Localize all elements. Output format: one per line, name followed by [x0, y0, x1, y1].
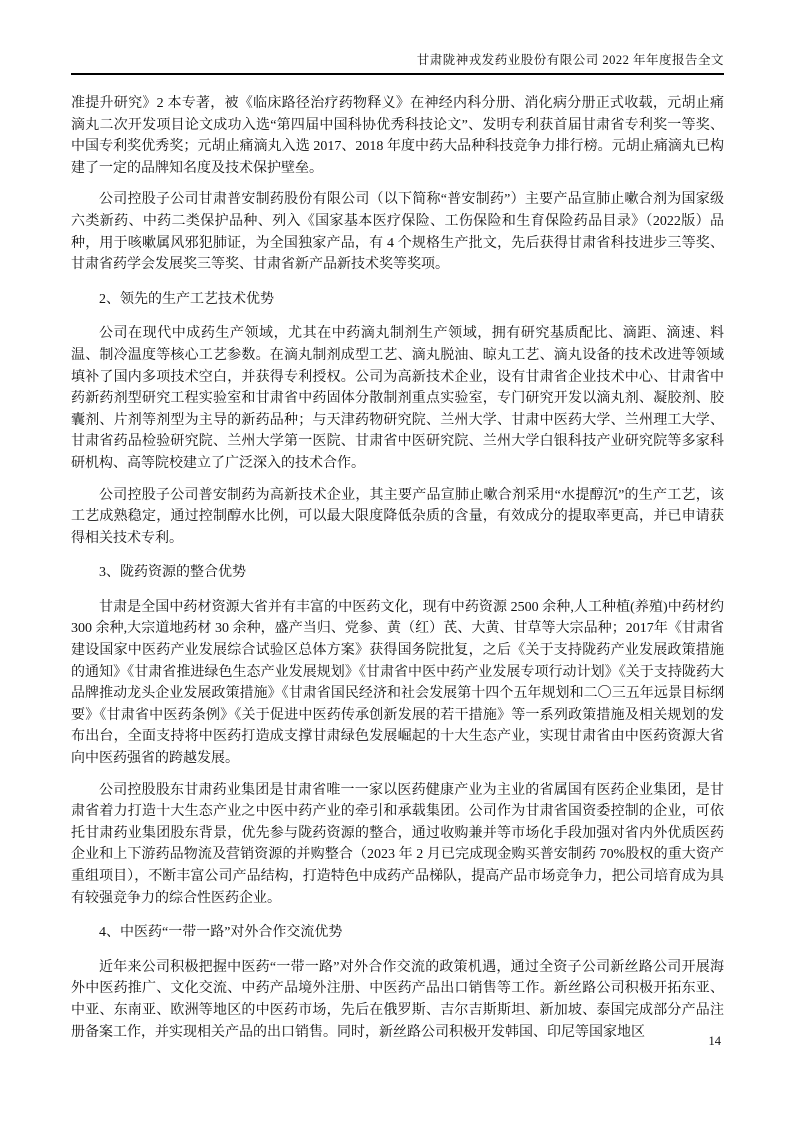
page-number: 14 [708, 1034, 721, 1048]
page-header-title: 甘肃陇神戎发药业股份有限公司 2022 年年度报告全文 [416, 53, 724, 67]
paragraph: 公司控股股东甘肃药业集团是甘肃省唯一一家以医药健康产业为主业的省属国有医药企业集团，是甘肃省着力打造十大生态产业之中医中药产业的牵引和承载集团。公司作为甘肃省国资委控制的企业，可依托甘肃药业集团股东背景，优先参与陇药资源的整合，通过收购兼并等市场化手段加强对省内外优质医药企业和上下游药品物流及营销资源的并购整合（2023 年 2 月已完成现金购买普安制药 70%股权的重大资产重组项目），不断丰富公司产品结构，打造特色中成药产品梯队，提高产品市场竞争力，把公司培育成为具有较强竞争力的综合性医药企业。 [71, 782, 724, 906]
section-heading-3: 3、陇药资源的整合优势 [99, 565, 246, 581]
paragraph-continuation: 准提升研究》2 本专著，被《临床路径治疗药物释义》在神经内科分册、消化病分册正式收载，元胡止痛滴丸二次开发项目论文成功入选“第四届中国科协优秀科技论文”、发明专利获首届甘肃省专利奖一等奖、中国专利奖优秀奖；元胡止痛滴丸入选 2017、2018 年度中药大品种科技竞争力排行榜。元胡止痛滴丸已构建了一定的品牌知名度及技术保护壁垒。 [71, 96, 724, 176]
paragraph: 公司控股子公司甘肃普安制药股份有限公司（以下简称“普安制药”）主要产品宣肺止嗽合剂为国家级六类新药、中药二类保护品种、列入《国家基本医疗保险、工伤保险和生育保险药品目录》（2022版）品种，用于咳嗽属风邪犯肺证，为全国独家产品，有 4 个规格生产批文，先后获得甘肃省科技进步三等奖、甘肃省药学会发展奖三等奖、甘肃省新产品新技术奖等奖项。 [71, 192, 724, 273]
paragraph: 公司控股子公司普安制药为高新技术企业，其主要产品宣肺止嗽合剂采用“水提醇沉”的生产工艺，该工艺成熟稳定，通过控制醇水比例，可以最大限度降低杂质的含量，有效成分的提取率更高，并已申请获得相关技术专利。 [71, 487, 724, 546]
paragraph: 近年来公司积极把握中医药“一带一路”对外合作交流的政策机遇，通过全资子公司新丝路公司开展海外中医药推广、文化交流、中药产品境外注册、中医药产品出口销售等工作。新丝路公司积极开拓东亚、中亚、东南亚、欧洲等地区的中医药市场，先后在俄罗斯、吉尔吉斯斯坦、新加坡、泰国完成部分产品注册备案工作，并实现相关产品的出口销售。同时，新丝路公司积极开发韩国、印尼等国家地区 [71, 959, 724, 1040]
paragraph: 公司在现代中成药生产领域，尤其在中药滴丸制剂生产领域，拥有研究基质配比、滴距、滴速、料温、制冷温度等核心工艺参数。在滴丸制剂成型工艺、滴丸脱油、晾丸工艺、滴丸设备的技术改进等领域填补了国内多项技术空白，并获得专利授权。公司为高新技术企业，设有甘肃省企业技术中心、甘肃省中药新药剂型研究工程实验室和甘肃省中药固体分散制剂重点实验室，专门研究开发以滴丸剂、凝胶剂、胶囊剂、片剂等剂型为主导的新药品种；与天津药物研究院、兰州大学、甘肃中医药大学、兰州理工大学、甘肃省药品检验研究院、兰州大学第一医院、甘肃省中医研究院、兰州大学白银科技产业研究院等多家科研机构、高等院校建立了广泛深入的技术合作。 [71, 326, 724, 471]
section-heading-2: 2、领先的生产工艺技术优势 [99, 291, 274, 307]
page-header [71, 50, 724, 75]
document-body [71, 93, 724, 1053]
section-heading-4: 4、中医药“一带一路”对外合作交流优势 [99, 925, 343, 941]
paragraph: 甘肃是全国中药材资源大省并有丰富的中医药文化，现有中药资源 2500 余种,人工种植(养殖)中药材约 300 余种,大宗道地药材 30 余种，盛产当归、党参、黄（红）芪、大黄、甘草等大宗品种；2017年《甘肃省建设国家中医药产业发展综合试验区总体方案》获得国务院批复，之后《关于支持陇药产业发展政策措施的通知》《甘肃省推进绿色生态产业发展规划》《甘肃省中医中药产业发展专项行动计划》《关于支持陇药大品牌推动龙头企业发展政策措施》《甘肃省国民经济和社会发展第十四个五年规划和二〇三五年远景目标纲要》《甘肃省中医药条例》《关于促进中医药传承创新发展的若干措施》等一系列政策措施及相关规划的发布出台，全面支持将中医药打造成支撑甘肃绿色发展崛起的十大生态产业，实现甘肃省由中医药资源大省向中医药强省的跨越发展。 [71, 599, 724, 767]
